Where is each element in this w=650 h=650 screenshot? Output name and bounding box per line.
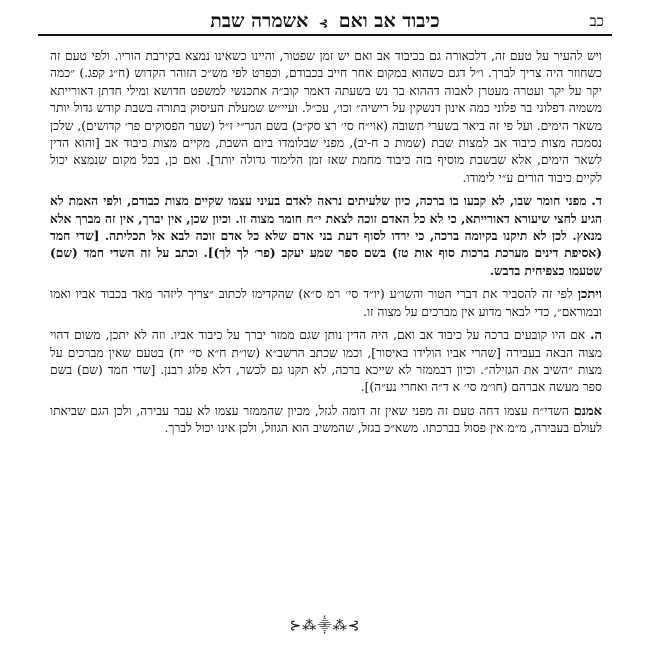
paragraph-intro [50, 48, 602, 187]
paragraph-text: השדי״ח עצמו דחה טעם זה מפני שאין זה דומה לגזל, מכיון שהממזר עצמו לא עבר עבירה, ולכן הגם שביאתו לעולם בעבירה, מ״מ אין פסול בברכתו. משא״כ בגזל, שהמשיב הוא הגוזל, ולכן אינו יכול לברך. [50, 403, 602, 436]
page-number: כב [589, 11, 604, 30]
paragraph-explanation [50, 286, 602, 321]
header-rule [38, 34, 612, 36]
paragraph-conclusion [50, 403, 602, 438]
paragraph-lead: ויתכן [577, 287, 602, 303]
running-header [38, 8, 612, 34]
paragraph-text: אם היו קובעים ברכה על כיבוד אב ואם, היה הדין נותן שגם ממזר יברך על כיבוד אביו. וזה לא יתכן, משום דהוי מצוה הבאה בעבירה [שהרי אביו הולידו באיסור], וכמו שכתב הרשב״א (שו״ת ח״א סי׳ יח) בטעם שאין מברכים על מצות ״השיב את הגזילה״. וכיון דבממזר לא שייכא ברכה, לא תקנו גם לכשר, דלא פלוג רבנן. [שדי חמד (שם) בשם ספר מעשה אברהם (חו״מ סי׳ א ד״ה ואחרי נע״ה)]. [50, 328, 602, 395]
running-title: כיבוד אב ואם [338, 9, 440, 32]
separator-ornament-icon: ⊱ [318, 16, 329, 30]
paragraph-text: לפי זה להסביר את דברי הטור והשו״ע (יו״ד סי׳ רמ ס״א) שהקדימו לכתוב ״צריך ליזהר מאד בכבוד אביו ואמו ובמוראם״, כדי לבאר מדוע אין מברכים על מצוה זו. [50, 287, 602, 319]
paragraph-lead: ה. [589, 328, 602, 344]
footer-ornament-icon: ⊱⁂⸎⁂⊰ [289, 618, 361, 634]
paragraph-text: ויש להעיר על טעם זה, דלכאורה גם בכיבוד אב ואם יש זמן שפטור, והיינו כשאינו נמצא בקירבת הוריו. ולפי טעם זה כשחוזר היה צריך לברך. ו״ל דגם כשהוא במקום אחר חייב בכבודם, וכפרט לפי מש״כ הזוהר הקדוש (ח״ג קפג.) ״כמה יקר על יקר ועטרה מעטרן לאבוה דההוא בר נש בשעתה דאמר קוב״ה אתכנשי למשפט חדושא ומילי חדתן דאורייתא משמיה דפלוני בר פלוני כמה אינון דנשקין על רישיה״ וכו׳, עכ״ל. ועיי״ש שמעלת העיסוק בתורה בשבת קודש גדול יותר משאר הימים. ועל פי זה ביאר בשערי תשובה (אוי״ח סי׳ רצ סק״ב) בשם הגר״י ז״ל (שער הפסוקים פר׳ קדושים), שלכן נסמכה מצות כיבוד אב למצות שבת (שמות כ ח-יב), מפני שבלומדו ביום השבת, מקיים מצות כיבוד אב [והוא הדין לשאר הימים, אלא שבשבת מוסיף בזה כיבוד מחמת שאז זמן הלימוד גדולה יותר]. ואם כן, בכל מקום שנמצא יכול לקיים כיבוד הורים ע״י לימודו. [50, 49, 602, 185]
paragraph-lead: אמנם [573, 403, 602, 419]
page-body [50, 48, 602, 444]
paragraph-text: מפני חומר שבו, לא קבעו בו ברכה, כיון שלעיתים נראה לאדם בעיני עצמו שקיים מצות כבודם, ולפי האמת לא הגיע לחצי שיעורא דאורייתא, כי לא כל האדם זוכה לצאת י״ח חומר מצוה זו. וכיון שכן, אין יברך, אין זה מברך אלא מנאץ. לכן לא תיקנו בקיומה ברכה, כי ירדו לסוף דעת בני אדם שלא כל אדם זוכה לבא אל תכליתה. [שדי חמד (אסיפת דינים מערכת ברכות סוף אות טז) בשם ספר שמע יעקב (פר׳ לך לך)]. וכתב על זה השדי חמד (שם) שטעמו כצפיחית בדבש. [50, 194, 602, 278]
paragraph-5 [50, 327, 602, 397]
book-title: אשמרה שבת [210, 9, 309, 32]
running-title-block [86, 10, 564, 33]
paragraph-lead: ד. [591, 194, 602, 210]
paragraph-4 [50, 193, 602, 280]
